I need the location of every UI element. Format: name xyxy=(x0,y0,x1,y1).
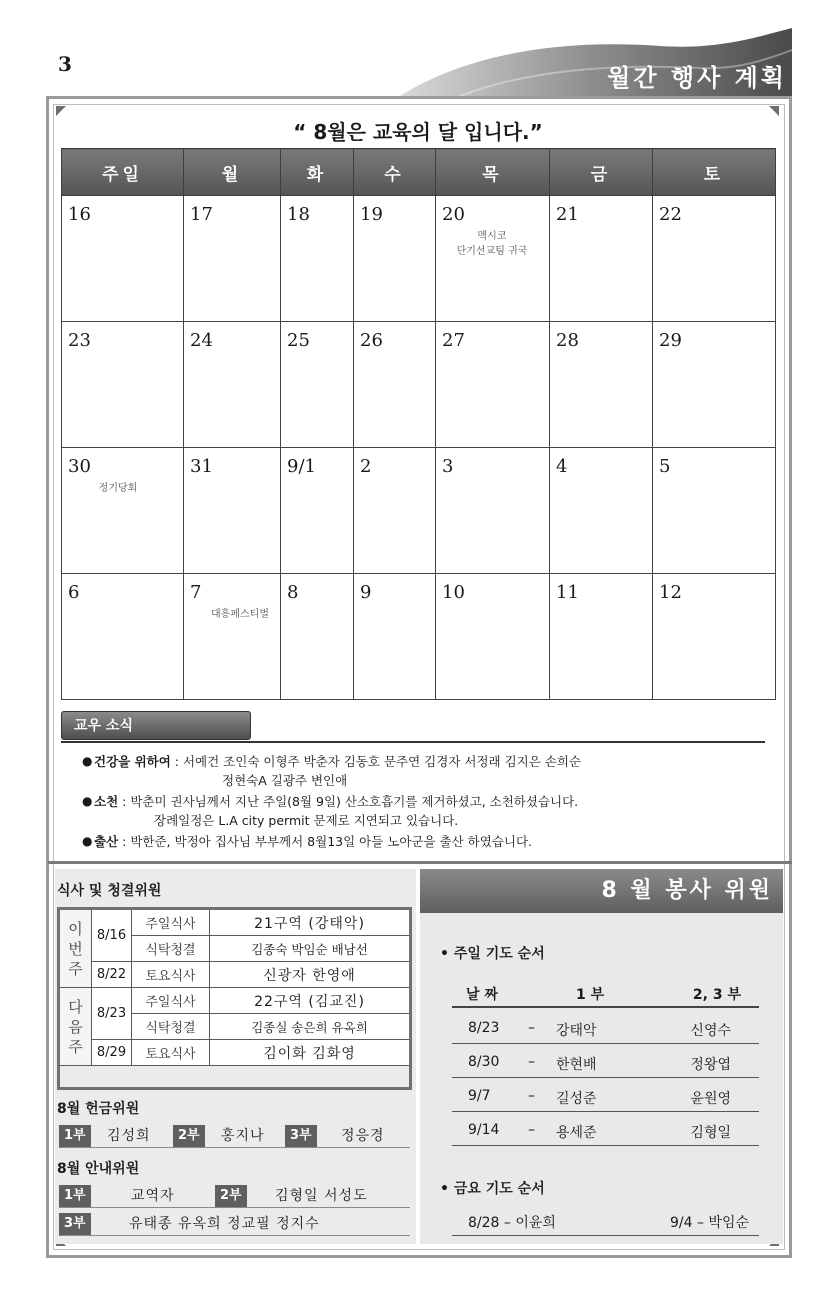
day-number: 11 xyxy=(556,582,579,603)
day-number: 31 xyxy=(190,456,213,477)
page-number: 3 xyxy=(58,52,72,76)
friday-prayer-title: • 금요 기도 순서 xyxy=(440,1181,545,1197)
friday-prayer-entry: 9/4 – 박임순 xyxy=(669,1215,749,1231)
day-event: 대흥페스티벌 xyxy=(211,609,269,620)
day-event: 정기당회 xyxy=(98,483,138,494)
prayer-table-header xyxy=(452,978,759,1008)
calendar-day-cell xyxy=(184,322,281,448)
calendar-week-row xyxy=(62,574,776,700)
usher-member: 유태종 유옥희 정교필 정지수 xyxy=(129,1216,320,1232)
day-number: 30 xyxy=(68,456,91,477)
calendar-day-cell xyxy=(550,448,653,574)
calendar-day-cell xyxy=(184,448,281,574)
calendar-title: “ 8월은 교육의 달 입니다.” xyxy=(293,120,543,144)
section-divider xyxy=(48,861,792,864)
day-number: 10 xyxy=(442,582,465,603)
second-service-leader: 윤원영 xyxy=(690,1091,731,1107)
table-row xyxy=(60,962,410,988)
duty-members: 김종숙 박임순 배남선 xyxy=(210,936,410,962)
day-number: 2 xyxy=(360,456,372,477)
news-item-label: 소천 xyxy=(94,794,119,809)
duty-members: 22구역 (김교진) xyxy=(210,988,410,1014)
calendar-day-cell xyxy=(62,196,184,322)
column-header-date: 날 짜 xyxy=(466,987,498,1003)
bullet-icon: ● xyxy=(82,794,93,808)
offering-member: 김성희 xyxy=(107,1128,151,1144)
duty-kind: 토요식사 xyxy=(132,1040,210,1066)
second-service-leader: 정왕엽 xyxy=(690,1057,731,1073)
duty-members: 김이화 김화영 xyxy=(210,1040,410,1066)
day-number: 17 xyxy=(190,204,213,225)
this-week-label: 이 번 주 xyxy=(60,910,92,988)
offering-section-title: 8월 헌금위원 xyxy=(57,1101,140,1117)
weekday-fri: 금 xyxy=(550,149,653,196)
weekday-header-row xyxy=(62,149,776,196)
calendar-week-row xyxy=(62,448,776,574)
usher-bar xyxy=(59,1184,410,1208)
duty-kind: 식탁청결 xyxy=(132,1014,210,1040)
calendar-day-cell xyxy=(436,196,550,322)
offering-member: 홍지나 xyxy=(221,1128,265,1144)
usher-section-title: 8월 안내위원 xyxy=(57,1161,140,1177)
usher-member: 교역자 xyxy=(131,1188,175,1204)
offering-member: 정응경 xyxy=(341,1128,385,1144)
day-number: 7 xyxy=(190,582,202,603)
service-1-tag: 1부 xyxy=(59,1125,91,1147)
prayer-date: 9/7 xyxy=(468,1088,491,1104)
dash: – xyxy=(528,1054,535,1070)
day-number: 5 xyxy=(659,456,671,477)
weekday-wed: 수 xyxy=(354,149,436,196)
day-number: 8 xyxy=(287,582,299,603)
dash: – xyxy=(528,1122,535,1138)
duty-kind: 주일식사 xyxy=(132,910,210,936)
news-item-text-continued: 장례일정은 L.A city permit 문제로 지연되고 있습니다. xyxy=(154,813,459,828)
calendar-day-cell xyxy=(436,574,550,700)
service-3-tag: 3부 xyxy=(59,1213,91,1235)
duty-kind: 주일식사 xyxy=(132,988,210,1014)
news-item-separator: : xyxy=(170,754,183,769)
duty-kind: 토요식사 xyxy=(132,962,210,988)
meal-table xyxy=(59,909,410,1066)
date-cell: 8/23 xyxy=(92,988,132,1040)
header-title: 월간 행사 계획 xyxy=(607,64,787,92)
news-item-birth xyxy=(82,832,772,851)
calendar-day-cell xyxy=(653,448,776,574)
day-number: 3 xyxy=(442,456,454,477)
calendar-day-cell xyxy=(62,448,184,574)
usher-member: 김형일 서성도 xyxy=(275,1188,368,1204)
day-number: 19 xyxy=(360,204,383,225)
calendar-day-cell xyxy=(653,196,776,322)
prayer-row xyxy=(452,1116,759,1146)
day-number: 25 xyxy=(287,330,310,351)
first-service-leader: 용세준 xyxy=(556,1125,597,1141)
date-cell: 8/29 xyxy=(92,1040,132,1066)
news-section-title: 교우 소식 xyxy=(61,711,251,740)
first-service-leader: 길성준 xyxy=(556,1091,597,1107)
service-3-tag: 3부 xyxy=(285,1125,317,1147)
prayer-date: 8/30 xyxy=(468,1054,500,1070)
calendar-day-cell xyxy=(653,574,776,700)
calendar-day-cell xyxy=(184,574,281,700)
calendar-week-row xyxy=(62,322,776,448)
weekday-thu: 목 xyxy=(436,149,550,196)
first-service-leader: 한현배 xyxy=(556,1057,597,1073)
day-event: 멕시코 단기선교팀 귀국 xyxy=(456,231,528,257)
calendar-day-cell xyxy=(354,448,436,574)
news-item-separator: : xyxy=(118,834,131,849)
prayer-date: 8/23 xyxy=(468,1020,500,1036)
weekday-sat: 토 xyxy=(653,149,776,196)
prayer-row xyxy=(452,1082,759,1112)
corner-ornament xyxy=(56,106,66,116)
dash: – xyxy=(528,1088,535,1104)
column-header-first: 1 부 xyxy=(576,987,605,1003)
friday-prayer-row xyxy=(452,1206,759,1236)
sunday-prayer-title: • 주일 기도 순서 xyxy=(440,946,545,962)
calendar-day-cell xyxy=(281,196,354,322)
day-number: 9 xyxy=(360,582,372,603)
table-row xyxy=(60,1040,410,1066)
bullet-icon: ● xyxy=(82,834,93,848)
column-header-second: 2, 3 부 xyxy=(692,987,741,1003)
weekday-tue: 화 xyxy=(281,149,354,196)
second-service-leader: 신영수 xyxy=(690,1023,731,1039)
news-item-text: 박춘미 권사님께서 지난 주일(8월 9일) 산소호흡기를 제거하셨고, 소천하셨습니다. xyxy=(130,794,579,809)
news-item-health xyxy=(82,752,772,790)
news-item-text: 박한준, 박정아 집사님 부부께서 8월13일 아들 노아군을 출산 하였습니다. xyxy=(130,834,533,849)
service-1-tag: 1부 xyxy=(59,1185,91,1207)
dash: – xyxy=(528,1020,535,1036)
prayer-row xyxy=(452,1048,759,1078)
news-item-passing xyxy=(82,792,772,830)
meal-section-title: 식사 및 청결위원 xyxy=(57,883,162,899)
duty-members: 신광자 한영애 xyxy=(210,962,410,988)
first-service-leader: 강태악 xyxy=(556,1023,597,1039)
day-number: 26 xyxy=(360,330,383,351)
day-number: 20 xyxy=(442,204,465,225)
news-item-label: 출산 xyxy=(94,834,119,849)
friday-prayer-entry: 8/28 – 이윤희 xyxy=(468,1215,556,1231)
news-item-text: 서예건 조인숙 이형주 박춘자 김동호 문주연 김경자 서정래 김지은 손희순 xyxy=(182,754,581,769)
table-row xyxy=(60,910,410,936)
day-number: 18 xyxy=(287,204,310,225)
service-2-tag: 2부 xyxy=(173,1125,205,1147)
weekday-sun: 주일 xyxy=(62,149,184,196)
calendar-day-cell xyxy=(354,322,436,448)
day-number: 24 xyxy=(190,330,213,351)
service-2-tag: 2부 xyxy=(215,1185,247,1207)
calendar-day-cell xyxy=(550,196,653,322)
calendar-day-cell xyxy=(62,322,184,448)
corner-ornament xyxy=(769,106,779,116)
weekday-mon: 월 xyxy=(184,149,281,196)
next-week-label: 다 음 주 xyxy=(60,988,92,1066)
news-divider xyxy=(61,741,765,743)
calendar-week-row xyxy=(62,196,776,322)
news-item-text-continued: 정현숙A 길광주 변인애 xyxy=(222,773,348,788)
duty-kind: 식탁청결 xyxy=(132,936,210,962)
table-row xyxy=(60,988,410,1014)
day-number: 28 xyxy=(556,330,579,351)
day-number: 21 xyxy=(556,204,579,225)
offering-bar xyxy=(59,1124,410,1148)
calendar xyxy=(61,148,776,700)
duty-members: 21구역 (강태악) xyxy=(210,910,410,936)
date-cell: 8/16 xyxy=(92,910,132,962)
calendar-day-cell xyxy=(354,196,436,322)
calendar-day-cell xyxy=(281,448,354,574)
usher-bar xyxy=(59,1212,410,1236)
calendar-day-cell xyxy=(436,448,550,574)
calendar-day-cell xyxy=(354,574,436,700)
calendar-day-cell xyxy=(653,322,776,448)
day-number: 16 xyxy=(68,204,91,225)
second-service-leader: 김형일 xyxy=(690,1125,731,1141)
news-item-label: 건강을 위하여 xyxy=(94,754,171,769)
service-committee-title: 8 월 봉사 위원 xyxy=(420,869,783,913)
calendar-day-cell xyxy=(62,574,184,700)
news-list xyxy=(82,752,772,853)
day-number: 29 xyxy=(659,330,682,351)
duty-members: 김종실 송은희 유옥희 xyxy=(210,1014,410,1040)
date-cell: 8/22 xyxy=(92,962,132,988)
calendar-day-cell xyxy=(550,574,653,700)
calendar-day-cell xyxy=(281,574,354,700)
calendar-day-cell xyxy=(184,196,281,322)
day-number: 6 xyxy=(68,582,80,603)
day-number: 12 xyxy=(659,582,682,603)
prayer-row xyxy=(452,1014,759,1044)
prayer-date: 9/14 xyxy=(468,1122,500,1138)
day-number: 27 xyxy=(442,330,465,351)
day-number: 9/1 xyxy=(287,456,316,477)
bullet-icon: ● xyxy=(82,754,93,768)
calendar-day-cell xyxy=(281,322,354,448)
calendar-day-cell xyxy=(436,322,550,448)
day-number: 4 xyxy=(556,456,568,477)
news-item-separator: : xyxy=(118,794,131,809)
day-number: 22 xyxy=(659,204,682,225)
calendar-day-cell xyxy=(550,322,653,448)
day-number: 23 xyxy=(68,330,91,351)
